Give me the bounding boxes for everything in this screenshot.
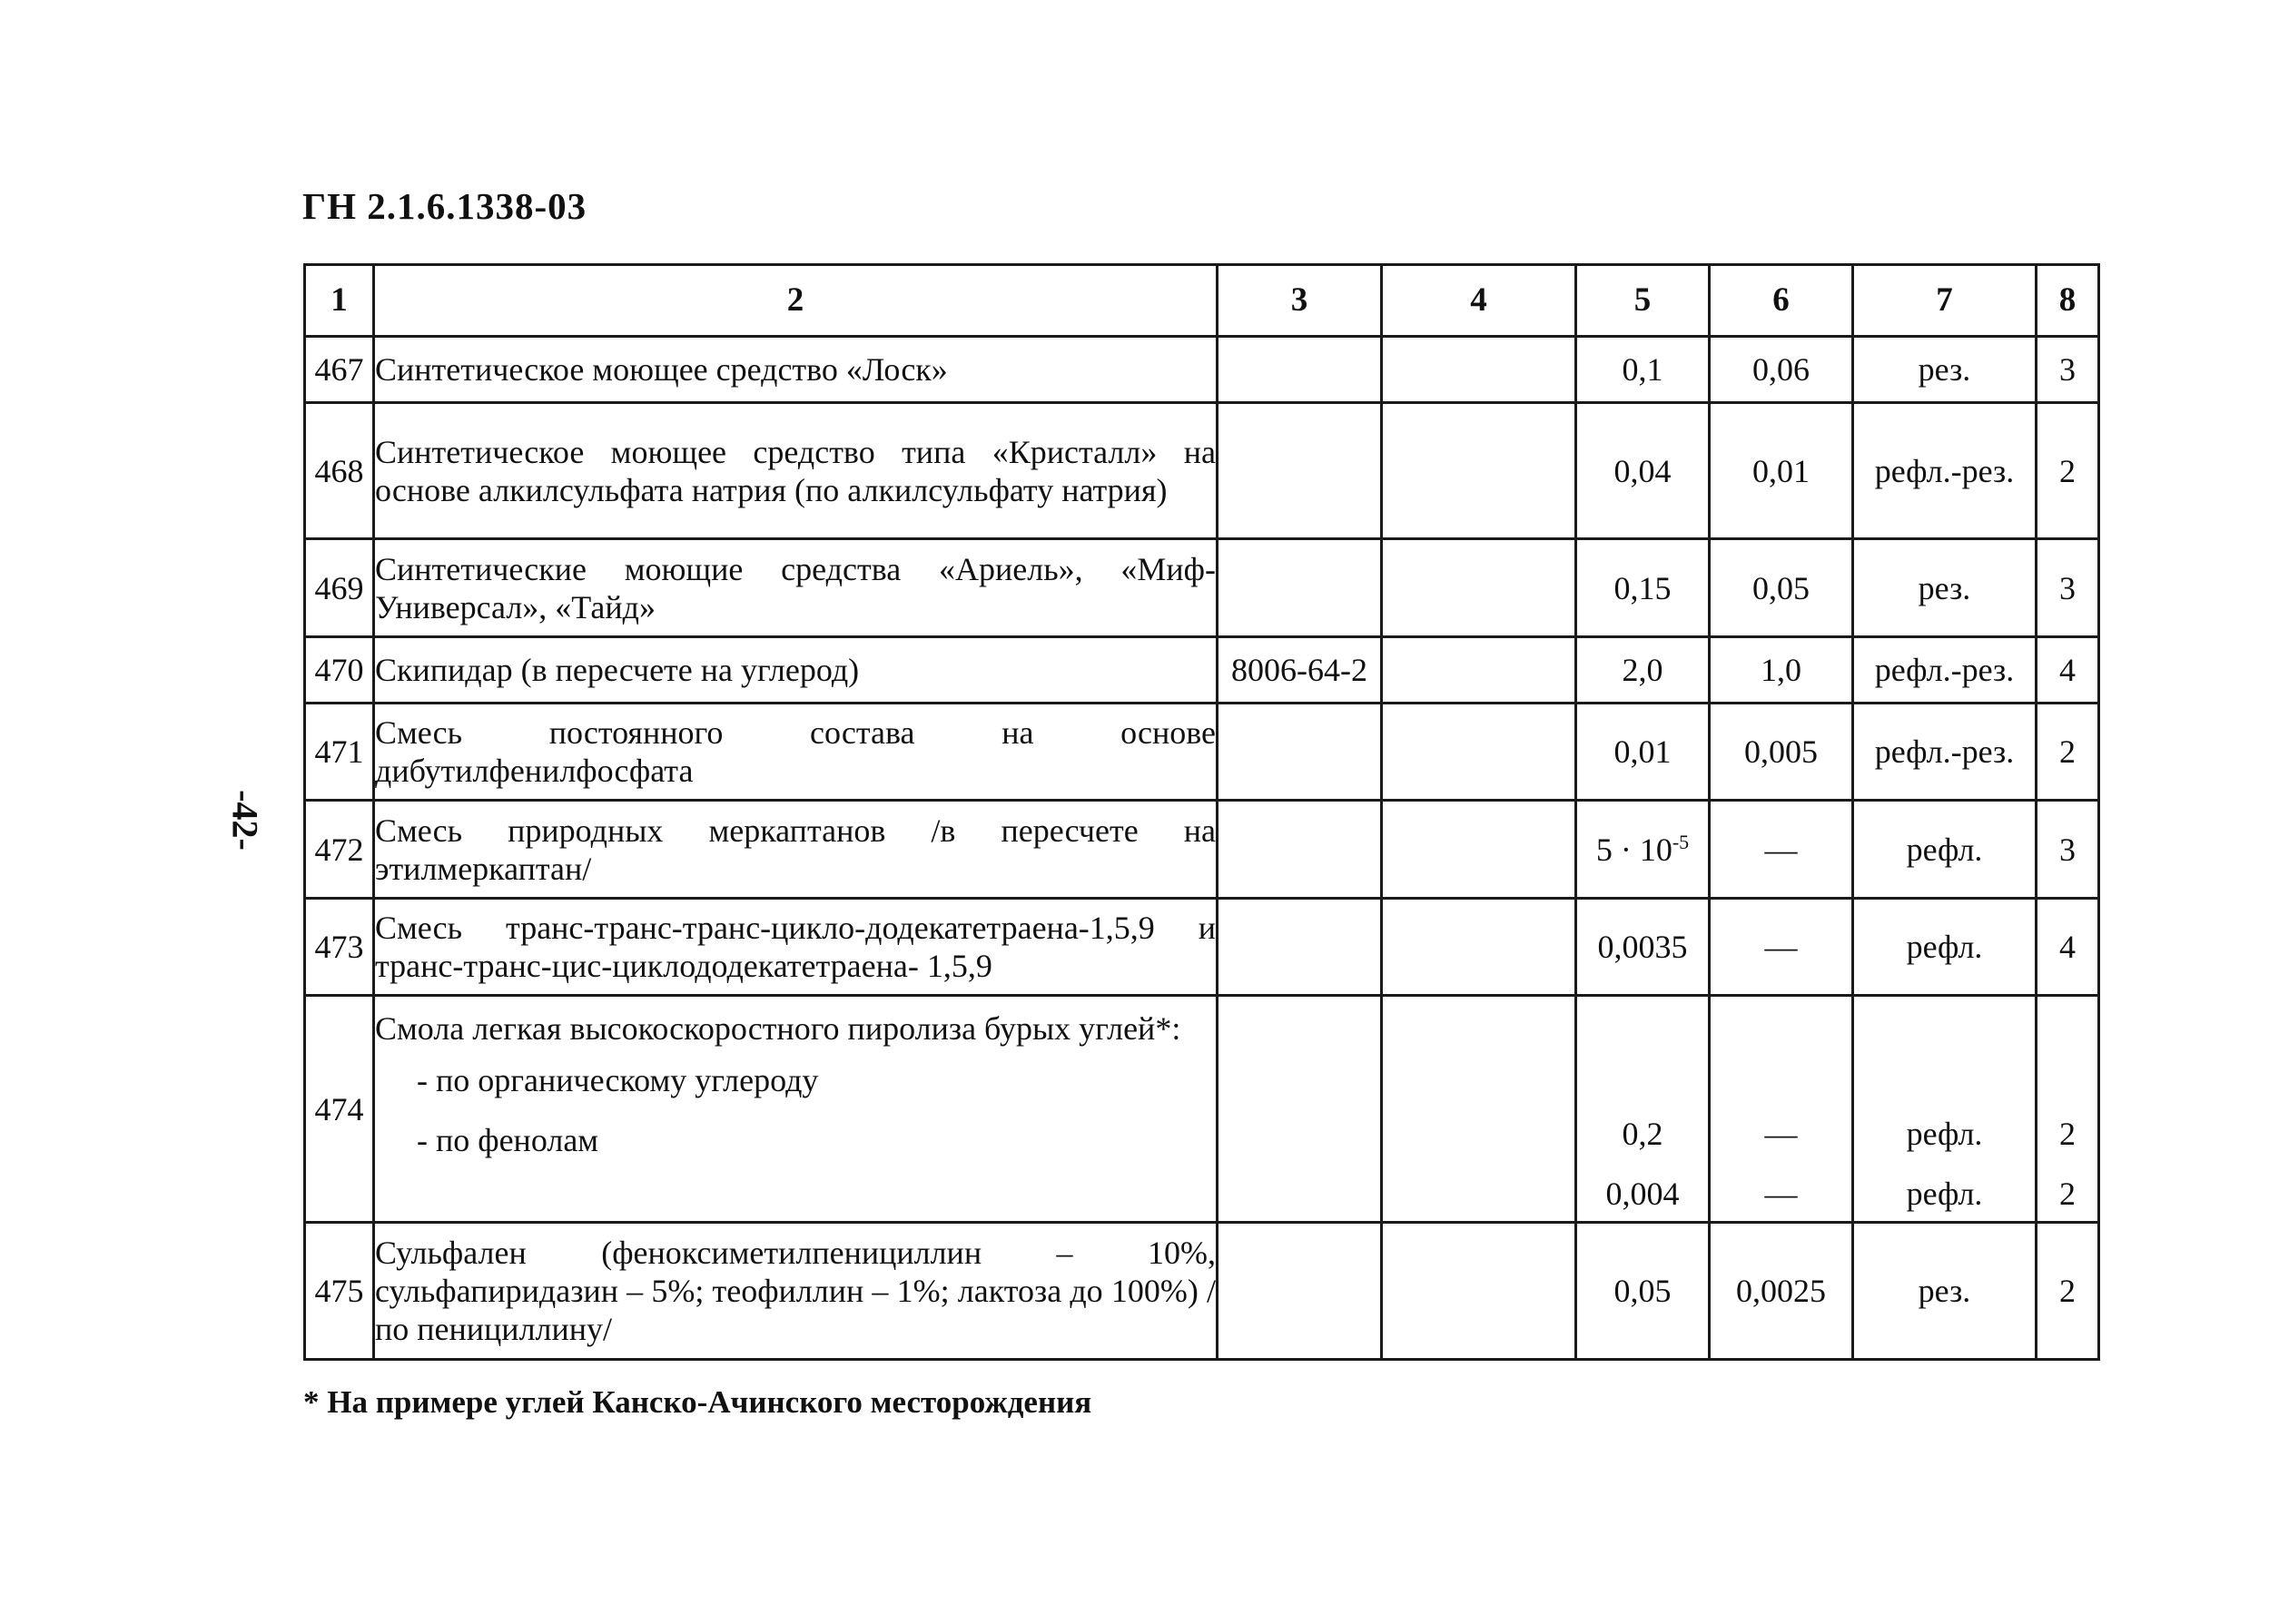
column-5-value: 0,05 [1576,1223,1710,1360]
cas-number [1218,1223,1382,1360]
column-5-value: 0,01 [1576,704,1710,801]
table-row [305,996,2099,1223]
row-number: 472 [305,801,374,899]
subrow-label: - по органическому углероду [417,1062,819,1098]
column-8-value: 4 [2037,899,2099,996]
column-header: 3 [1218,265,1382,337]
column-4-value [1382,1223,1576,1360]
subrow-value: 2 [2059,1176,2076,1212]
column-4-value [1382,539,1576,637]
column-7-value: рез. [1853,337,2037,403]
table-row [305,801,2099,899]
column-8-value: 2 [2037,1223,2099,1360]
subrow-value: рефл. [1906,1176,1983,1212]
column-5-value [1576,996,1710,1223]
row-number: 469 [305,539,374,637]
column-8-value: 2 [2037,704,2099,801]
column-5-value [1576,801,1710,899]
table-row [305,899,2099,996]
value-base: 5 · 10 [1595,831,1672,868]
column-5-value: 0,0035 [1576,899,1710,996]
cas-number: 8006-64-2 [1218,637,1382,704]
substance-title: Смола легкая высокоскоростного пиролиза бурых углей*: [375,1010,1181,1047]
cas-number [1218,539,1382,637]
substance-name: Смесь постоянного состава на основе дибутилфенилфосфата [374,704,1218,801]
column-4-value [1382,637,1576,704]
row-number: 474 [305,996,374,1223]
column-7-value: рефл.-рез. [1853,704,2037,801]
table-row [305,1223,2099,1360]
column-6-value: 0,0025 [1710,1223,1853,1360]
column-7-value: рефл. [1853,899,2037,996]
column-8-value: 3 [2037,539,2099,637]
column-6-value: — [1710,801,1853,899]
column-8-value: 4 [2037,637,2099,704]
column-6-value: 0,01 [1710,403,1853,539]
column-5-value: 2,0 [1576,637,1710,704]
table-row [305,403,2099,539]
row-number: 475 [305,1223,374,1360]
cas-number [1218,801,1382,899]
row-number: 470 [305,637,374,704]
subrow-value: 2 [2059,1116,2076,1152]
substance-name: Синтетическое моющее средство «Лоск» [374,337,1218,403]
table-header-row [305,265,2099,337]
table-row [305,337,2099,403]
column-header: 4 [1382,265,1576,337]
column-5-value: 0,1 [1576,337,1710,403]
substance-name: Синтетическое моющее средство типа «Кристалл» на основе алкилсульфата натрия (по алкилсульфату натрия) [374,403,1218,539]
row-number: 468 [305,403,374,539]
page-number: -42- [224,790,266,851]
column-7-value: рефл.-рез. [1853,637,2037,704]
column-8-value [2037,996,2099,1223]
substance-name [374,996,1218,1223]
column-5-value: 0,15 [1576,539,1710,637]
cas-number [1218,704,1382,801]
column-header: 6 [1710,265,1853,337]
table-row [305,704,2099,801]
column-8-value: 3 [2037,337,2099,403]
column-4-value [1382,996,1576,1223]
column-8-value: 3 [2037,801,2099,899]
value-exponent: -5 [1672,830,1690,853]
subrow-value: 0,004 [1605,1176,1680,1212]
column-7-value: рефл.-рез. [1853,403,2037,539]
subrow-value: рефл. [1906,1116,1983,1152]
column-6-value: 0,06 [1710,337,1853,403]
subrow-label: - по фенолам [417,1122,599,1158]
substance-name: Смесь транс-транс-транс-цикло-додекатетраена-1,5,9 и транс-транс-цис-циклододекатетраена- 1,5,9 [374,899,1218,996]
column-7-value [1853,996,2037,1223]
cas-number [1218,403,1382,539]
column-6-value: 0,005 [1710,704,1853,801]
subrow-value: — [1764,1116,1798,1152]
column-6-value: 1,0 [1710,637,1853,704]
column-7-value: рефл. [1853,801,2037,899]
column-header: 8 [2037,265,2099,337]
column-7-value: рез. [1853,539,2037,637]
row-number: 473 [305,899,374,996]
column-7-value: рез. [1853,1223,2037,1360]
substance-name: Смесь природных меркаптанов /в пересчете на этилмеркаптан/ [374,801,1218,899]
subrow-value: 0,2 [1622,1116,1663,1152]
substance-name: Скипидар (в пересчете на углерод) [374,637,1218,704]
table-row [305,637,2099,704]
column-4-value [1382,801,1576,899]
subrow-value: — [1764,1176,1798,1212]
column-header: 7 [1853,265,2037,337]
column-header: 1 [305,265,374,337]
cas-number [1218,996,1382,1223]
substance-table [303,263,2100,1361]
column-4-value [1382,403,1576,539]
column-header: 2 [374,265,1218,337]
row-number: 471 [305,704,374,801]
row-number: 467 [305,337,374,403]
substance-name: Сульфален (феноксиметилпенициллин – 10%, сульфапиридазин – 5%; теофиллин – 1%; лактоза до 100%) /по пенициллину/ [374,1223,1218,1360]
cas-number [1218,337,1382,403]
substance-name: Синтетические моющие средства «Ариель», «Миф-Универсал», «Тайд» [374,539,1218,637]
footnote: * На примере углей Канско-Ачинского месторождения [303,1384,1092,1420]
column-header: 5 [1576,265,1710,337]
column-4-value [1382,704,1576,801]
column-6-value: — [1710,899,1853,996]
column-6-value: 0,05 [1710,539,1853,637]
column-8-value: 2 [2037,403,2099,539]
column-5-value: 0,04 [1576,403,1710,539]
table-row [305,539,2099,637]
column-4-value [1382,899,1576,996]
document-code: ГН 2.1.6.1338-03 [302,185,587,227]
column-6-value [1710,996,1853,1223]
cas-number [1218,899,1382,996]
column-4-value [1382,337,1576,403]
